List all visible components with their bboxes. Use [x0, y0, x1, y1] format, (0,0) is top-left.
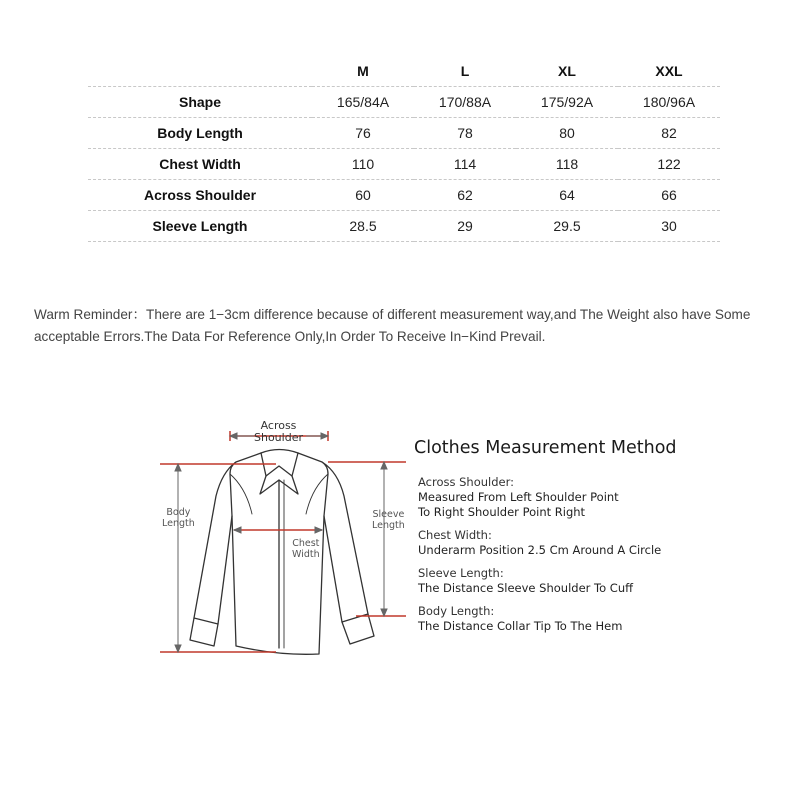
table-row-shape — [88, 87, 720, 118]
table-cell: 165/84A — [312, 87, 414, 118]
warm-reminder — [34, 304, 774, 348]
left-sleeve — [194, 462, 236, 624]
method-line: The Distance Collar Tip To The Hem — [418, 619, 623, 633]
table-cell: 29.5 — [516, 211, 618, 242]
table-row-chest-width — [88, 149, 720, 180]
table-cell: 64 — [516, 180, 618, 211]
method-line: The Distance Sleeve Shoulder To Cuff — [418, 581, 634, 595]
label-line: Width — [292, 549, 320, 560]
left-cuff — [190, 618, 218, 646]
column-header-xl: XL — [516, 56, 618, 87]
table-cell: 60 — [312, 180, 414, 211]
label-line: Length — [372, 520, 405, 531]
table-cell: 175/92A — [516, 87, 618, 118]
row-label: Body Length — [88, 118, 312, 149]
label-line: Across — [260, 419, 297, 432]
table-row-body-length — [88, 118, 720, 149]
table-cell: 30 — [618, 211, 720, 242]
method-line: To Right Shoulder Point Right — [418, 505, 586, 519]
table-cell: 66 — [618, 180, 720, 211]
right-sleeve — [322, 462, 368, 622]
header-corner — [88, 56, 312, 87]
reminder-line-2: acceptable Errors.The Data For Reference Only,In Order To Receive In−Kind Prevail. — [34, 329, 546, 344]
table-cell: 122 — [618, 149, 720, 180]
method-heading: Across Shoulder: — [418, 475, 515, 489]
shirt-measurement-diagram — [156, 418, 436, 668]
table-cell: 78 — [414, 118, 516, 149]
across-shoulder-label — [254, 420, 303, 444]
left-armhole-seam — [230, 474, 252, 514]
column-header-l: L — [414, 56, 516, 87]
table-row-across-shoulder — [88, 180, 720, 211]
row-label: Across Shoulder — [88, 180, 312, 211]
table-cell: 28.5 — [312, 211, 414, 242]
table-cell: 62 — [414, 180, 516, 211]
table-cell: 76 — [312, 118, 414, 149]
collar-back — [261, 450, 298, 454]
body-length-label — [162, 507, 195, 529]
table-header-row — [88, 56, 720, 87]
chest-width-label — [292, 538, 320, 560]
method-line: Measured From Left Shoulder Point — [418, 490, 619, 504]
table-row-sleeve-length — [88, 211, 720, 242]
reminder-line-1: Warm Reminder：There are 1−3cm difference because of different measurement way,and The Weight also have Some — [34, 307, 751, 322]
table-cell: 80 — [516, 118, 618, 149]
method-heading: Sleeve Length: — [418, 566, 504, 580]
dimension-arrows — [175, 433, 387, 652]
column-header-m: M — [312, 56, 414, 87]
table-cell: 82 — [618, 118, 720, 149]
row-label: Chest Width — [88, 149, 312, 180]
table-cell: 170/88A — [414, 87, 516, 118]
sleeve-length-label — [372, 509, 405, 531]
method-line: Underarm Position 2.5 Cm Around A Circle — [418, 543, 662, 557]
method-title: Clothes Measurement Method — [414, 438, 677, 458]
label-line: Body — [166, 507, 191, 518]
label-line: Length — [162, 518, 195, 529]
method-heading: Body Length: — [418, 604, 495, 618]
row-label: Sleeve Length — [88, 211, 312, 242]
right-cuff — [342, 614, 374, 644]
table-cell: 118 — [516, 149, 618, 180]
measurement-method — [414, 438, 794, 642]
label-line: Chest — [292, 538, 320, 549]
method-across-shoulder — [418, 475, 794, 520]
method-heading: Chest Width: — [418, 528, 492, 542]
table-cell: 180/96A — [618, 87, 720, 118]
method-body-length — [418, 604, 794, 634]
method-sleeve-length — [418, 566, 794, 596]
method-chest-width — [418, 528, 794, 558]
table-cell: 110 — [312, 149, 414, 180]
table-cell: 114 — [414, 149, 516, 180]
label-line: Shoulder — [254, 431, 303, 444]
column-header-xxl: XXL — [618, 56, 720, 87]
size-chart-table — [88, 56, 720, 242]
label-line: Sleeve — [372, 509, 405, 520]
row-label: Shape — [88, 87, 312, 118]
table-cell: 29 — [414, 211, 516, 242]
